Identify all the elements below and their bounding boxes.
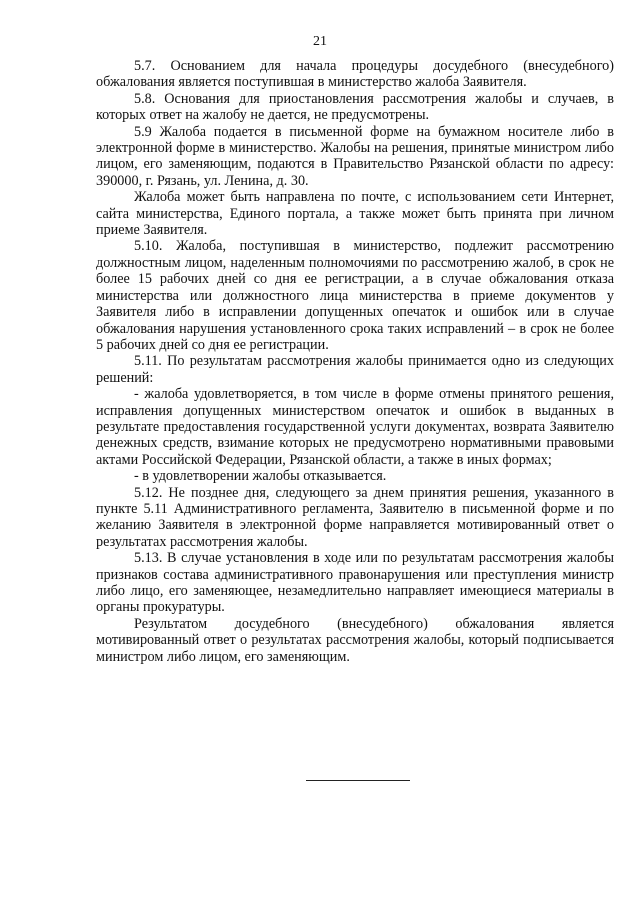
paragraph-5-12: 5.12. Не позднее дня, следующего за днем принятия решения, указанного в пункте 5.11 Административного регламента, Заявителю в письменной форме и по желанию Заявителя в электронной форме направляется мотивированный ответ о результатах рассмотрения жалобы. <box>96 484 614 550</box>
list-item-refused: - в удовлетворении жалобы отказывается. <box>134 468 387 485</box>
paragraph-5-8: 5.8. Основания для приостановления рассмотрения жалобы и случаев, в которых ответ на жалобу не дается, не предусмотрены. <box>96 90 614 124</box>
paragraph-5-9: 5.9 Жалоба подается в письменной форме на бумажном носителе либо в электронной форме в министерство. Жалобы на решения, принятые министром либо лицом, его заменяющим, подаются в Правительство Рязанской области по адресу: 390000, г. Рязань, ул. Ленина, д. 30. <box>96 123 614 189</box>
paragraph-5-9-submission: Жалоба может быть направлена по почте, с использованием сети Интернет, сайта министерства, Единого портала, а также может быть принята при личном приеме Заявителя. <box>96 189 614 239</box>
paragraph-result: Результатом досудебного (внесудебного) обжалования является мотивированный ответ о результатах рассмотрения жалобы, который подписывается министром либо лицом, его заменяющим. <box>96 615 614 665</box>
document-body <box>96 58 614 665</box>
end-divider <box>306 780 410 781</box>
paragraph-5-11: 5.11. По результатам рассмотрения жалобы принимается одно из следующих решений: <box>96 353 614 386</box>
paragraph-5-7: 5.7. Основанием для начала процедуры досудебного (внесудебного) обжалования является поступившая в министерство жалоба Заявителя. <box>96 58 614 91</box>
paragraph-5-13: 5.13. В случае установления в ходе или по результатам рассмотрения жалобы признаков состава административного правонарушения или преступления министр либо лицо, его заменяющее, незамедлительно направляет имеющиеся материалы в органы прокуратуры. <box>96 550 614 616</box>
paragraph-5-10: 5.10. Жалоба, поступившая в министерство, подлежит рассмотрению должностным лицом, наделенным полномочиями по рассмотрению жалоб, в срок не более 15 рабочих дней со дня ее регистрации, а в случае обжалования отказа министерства или должностного лица министерства в приеме документов у Заявителя либо в исправлении допущенных опечаток и ошибок или в случае обжалования нарушения установленного срока таких исправлений – в срок не более 5 рабочих дней со дня ее регистрации. <box>96 238 614 353</box>
list-item-satisfied: - жалоба удовлетворяется, в том числе в форме отмены принятого решения, исправления допущенных министерством опечаток и ошибок в выданных в результате предоставления государственной услуги документах, возврата Заявителю денежных средств, взимание которых не предусмотрено нормативными правовыми актами Российской Федерации, Рязанской области, а также в иных формах; <box>96 386 614 468</box>
page-number: 21 <box>313 34 327 49</box>
